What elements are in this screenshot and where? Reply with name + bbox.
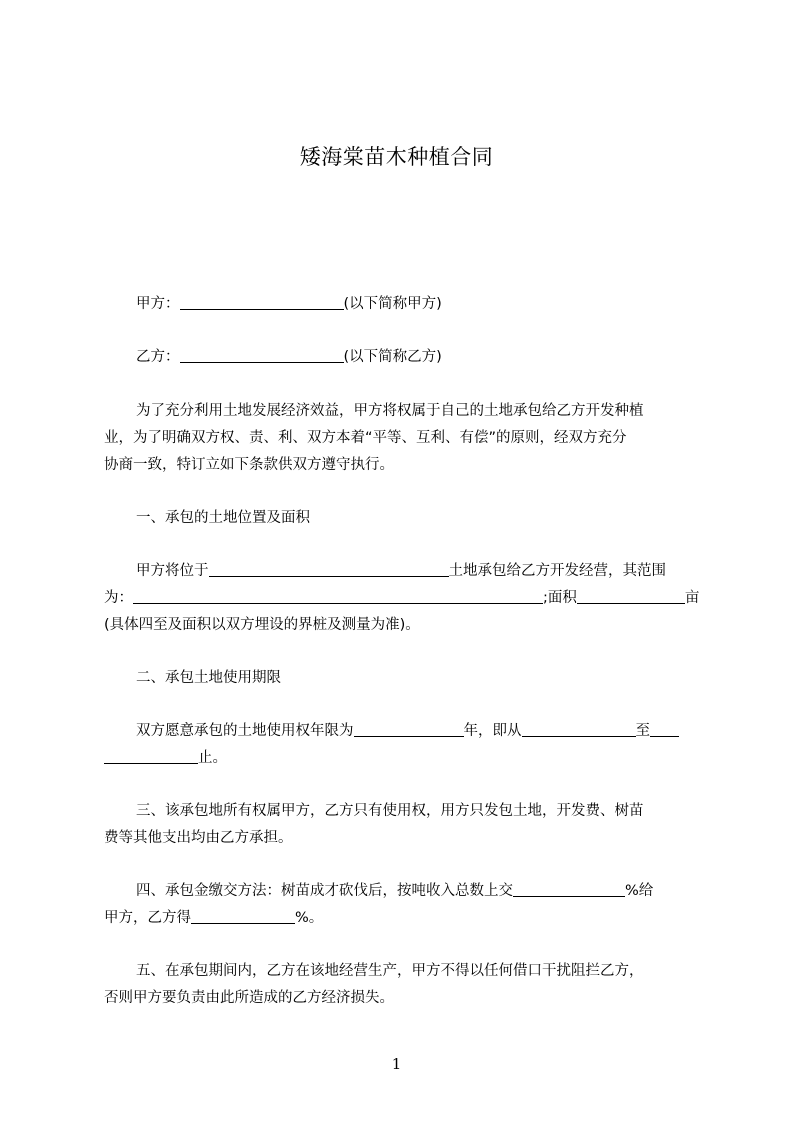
section-1-text-a: 甲方将位于	[136, 563, 209, 579]
section-3-line-2: 费等其他支出均由乙方承担。	[104, 830, 293, 846]
section-1-heading: 一、承包的土地位置及面积	[136, 510, 310, 526]
end-date-blank-part1	[650, 722, 679, 737]
section-4-text-d: %。	[295, 910, 324, 926]
section-2-heading: 二、承包土地使用期限	[136, 670, 281, 686]
section-4-line-2	[104, 906, 323, 927]
section-2-text-b: 年，即从	[463, 723, 522, 739]
section-4-text-b: %给	[625, 883, 654, 899]
section-2-text-d: 止。	[198, 750, 227, 766]
party-b-suffix: (以下简称乙方)	[343, 349, 442, 365]
section-2-text-c: 至	[635, 723, 650, 739]
section-4-text-c: 甲方，乙方得	[104, 910, 191, 926]
section-1-text-b: 土地承包给乙方开发经营，其范围	[448, 563, 666, 579]
document-title: 矮海棠苗木种植合同	[299, 145, 494, 169]
party-b-blank	[180, 348, 344, 363]
section-4-line-1	[136, 879, 653, 900]
party-a-suffix: (以下简称甲方)	[343, 296, 442, 312]
section-5-line-1: 五、在承包期间内，乙方在该地经营生产，甲方不得以任何借口干扰阻拦乙方，	[136, 963, 644, 979]
intro-line-2: 业，为了明确双方权、责、利、双方本着“平等、互利、有偿”的原则，经双方充分	[104, 430, 627, 446]
section-2-text-a: 双方愿意承包的土地使用权年限为	[136, 723, 354, 739]
section-1-line-1	[136, 559, 666, 580]
section-5-line-2: 否则甲方要负责由此所造成的乙方经济损失。	[104, 990, 394, 1006]
party-a-line	[136, 292, 442, 313]
section-1-line-3: (具体四至及面积以双方埋设的界桩及测量为准)。	[104, 617, 420, 633]
party-b-label: 乙方：	[136, 349, 180, 365]
area-blank	[577, 589, 685, 604]
years-blank	[354, 722, 464, 737]
party-a-blank	[180, 295, 344, 310]
party-b-line	[136, 345, 442, 366]
section-3-line-1: 三、该承包地所有权属甲方，乙方只有使用权，用方只发包土地，开发费、树苗	[136, 803, 644, 819]
party-a-percent-blank	[513, 882, 625, 897]
section-4-text-a: 四、承包金缴交方法：树苗成才砍伐后，按吨收入总数上交	[136, 883, 513, 899]
section-1-line-2	[104, 586, 699, 607]
intro-line-1: 为了充分利用土地发展经济效益，甲方将权属于自己的土地承包给乙方开发种植	[136, 403, 644, 419]
section-1-text-c: 为：	[104, 590, 133, 606]
party-b-percent-blank	[191, 909, 295, 924]
party-a-label: 甲方：	[136, 296, 180, 312]
section-2-line-2	[104, 746, 227, 767]
section-1-text-e: 亩	[684, 590, 700, 606]
section-2-line-1	[136, 719, 679, 740]
range-blank	[133, 589, 543, 604]
intro-line-3: 协商一致，特订立如下条款供双方遵守执行。	[104, 457, 394, 473]
page-number: 1	[391, 1055, 402, 1073]
end-date-blank-part2	[104, 749, 198, 764]
section-1-text-d: ;面积	[543, 590, 577, 606]
start-date-blank	[522, 722, 636, 737]
location-blank	[209, 562, 449, 577]
